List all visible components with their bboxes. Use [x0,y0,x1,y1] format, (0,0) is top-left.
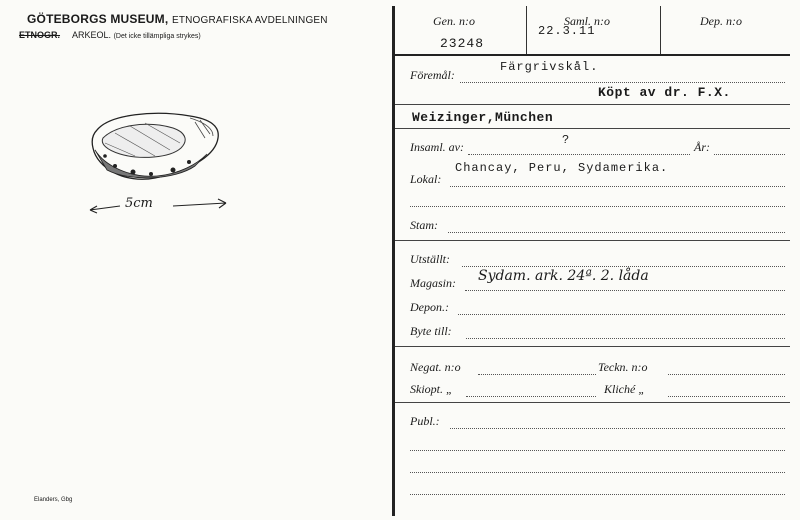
lokal-line-1 [450,186,785,187]
publ-label: Publ.: [410,414,440,428]
dep-label: Dep. n:o [700,14,742,28]
saml-value: 22.3.11 [538,24,596,38]
utstallt-line [462,266,785,267]
rule-3 [395,128,790,129]
section-subtitle [19,30,201,40]
publ-line-1 [450,428,785,429]
magasin-line [465,290,785,291]
negat-label: Negat. n:o [410,360,461,374]
ar-label: År: [694,140,710,154]
rule-5 [395,346,790,347]
depon-label: Depon.: [410,300,449,314]
teckn-label: Teckn. n:o [598,360,648,374]
weizinger-value: Weizinger,München [412,110,554,125]
foremal-label: Föremål: [410,68,455,82]
lokal-label: Lokal: [410,172,442,186]
struck-section: ETNOGR. [19,30,61,40]
bowl-sketch [85,108,230,188]
publ-line-3 [410,472,785,473]
kliche-line [668,396,785,397]
stam-label: Stam: [410,218,438,232]
stam-line [448,232,785,233]
utstallt-label: Utställt: [410,252,451,266]
strike-note: (Det icke tillämpliga strykes) [113,33,201,40]
gen-label: Gen. n:o [433,14,475,28]
card-left-border [392,6,395,516]
printer-credit: Elanders, Gbg [34,497,73,503]
saml-label: Saml. n:o [564,14,610,28]
kopt-value: Köpt av dr. F.X. [598,85,731,100]
museum-title [27,12,328,26]
rule-4 [395,240,790,241]
skiopt-line [466,396,596,397]
depon-line [458,314,785,315]
arkeol-section: ARKEOL. [72,30,112,40]
publ-line-2 [410,450,785,451]
col-divider-2 [660,6,661,54]
teckn-line [668,374,785,375]
kliche-label: Kliché „ [604,382,645,396]
foremal-line [460,82,785,83]
rule-top [395,54,790,56]
scale-label: 5cm [125,196,153,211]
byte-line [466,338,785,339]
scale-bar [88,198,233,218]
byte-label: Byte till: [410,324,452,338]
ar-line [714,154,785,155]
insaml-value: ? [562,133,571,147]
skiopt-label: Skiopt. „ [410,382,453,396]
magasin-label: Magasin: [410,276,456,290]
gen-value: 23248 [440,36,485,51]
insaml-line [468,154,690,155]
col-divider-1 [526,6,527,54]
foremal-value: Färgrivskål. [500,60,599,74]
insaml-label: Insaml. av: [410,140,464,154]
magasin-value: Sydam. ark. 24ª. 2. låda [478,268,649,284]
publ-line-4 [410,494,785,495]
lokal-line-2 [410,206,785,207]
department-name: ETNOGRAFISKA AVDELNINGEN [171,15,328,26]
rule-6 [395,402,790,403]
negat-line [478,374,596,375]
lokal-value: Chancay, Peru, Sydamerika. [455,161,669,175]
rule-2 [395,104,790,105]
museum-name: GÖTEBORGS MUSEUM, [27,12,169,26]
